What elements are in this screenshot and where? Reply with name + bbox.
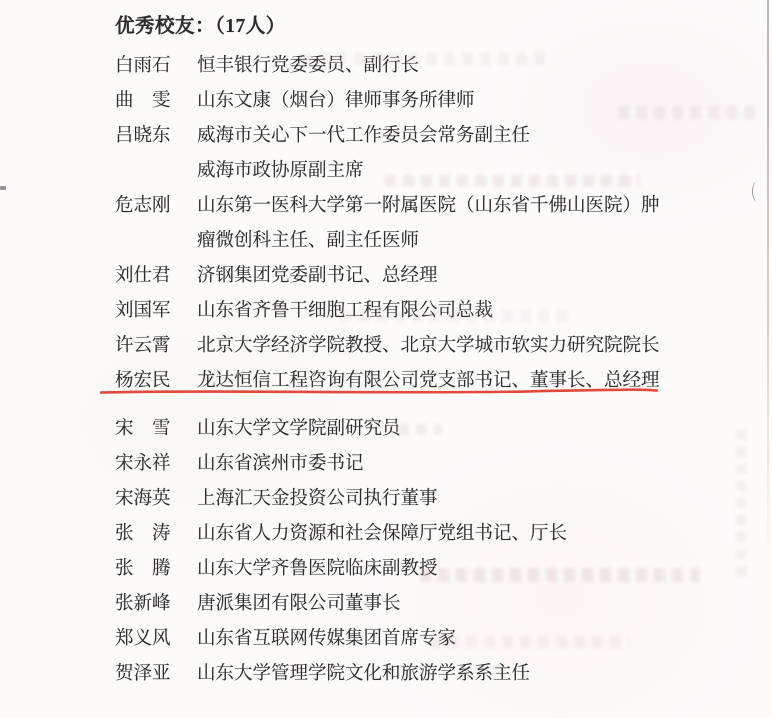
bleedthrough-mark xyxy=(618,106,758,119)
alumni-name: 白雨石 xyxy=(115,56,171,76)
alumni-title: 山东大学齐鲁医院临床副教授 xyxy=(197,559,438,579)
alumni-entry-line xyxy=(115,482,715,517)
alumni-entry xyxy=(115,329,715,364)
alumni-entry-line xyxy=(115,364,715,399)
scan-page-edge xyxy=(767,0,769,560)
alumni-name: 贺泽亚 xyxy=(115,664,171,684)
bleedthrough-mark xyxy=(420,568,700,582)
alumni-name: 郑义风 xyxy=(115,629,171,649)
alumni-name: 吕晓东 xyxy=(115,126,171,146)
alumni-title: 济钢集团党委副书记、总经理 xyxy=(197,266,438,286)
scan-artifact-curve xyxy=(752,181,763,202)
alumni-title: 唐派集团有限公司董事长 xyxy=(197,594,401,614)
alumni-title: 恒丰银行党委委员、副行长 xyxy=(197,56,420,76)
alumni-title: 山东省互联网传媒集团首席专家 xyxy=(197,629,457,649)
alumni-title: 山东大学管理学院文化和旅游学系系主任 xyxy=(197,664,531,684)
scan-artifact-dash xyxy=(0,186,6,190)
alumni-entry xyxy=(115,657,715,692)
alumni-entry-line xyxy=(115,189,715,224)
alumni-name: 刘国军 xyxy=(115,301,171,321)
alumni-name: 张 腾 xyxy=(115,559,171,579)
alumni-entry-line xyxy=(115,119,715,154)
alumni-entry xyxy=(115,587,715,622)
bleedthrough-mark xyxy=(736,430,747,580)
alumni-name: 刘仕君 xyxy=(115,266,171,286)
alumni-name: 张 涛 xyxy=(115,524,171,544)
alumni-entry-line xyxy=(115,329,715,364)
alumni-title: 上海汇天金投资公司执行董事 xyxy=(197,489,438,509)
alumni-title: 龙达恒信工程咨询有限公司党支部书记、董事长、总经理 xyxy=(197,371,660,391)
alumni-entry xyxy=(115,447,715,482)
alumni-title: 山东文康（烟台）律师事务所律师 xyxy=(197,91,475,111)
alumni-title: 威海市关心下一代工作委员会常务副主任 xyxy=(197,126,531,146)
alumni-entry-line xyxy=(115,587,715,622)
bleedthrough-mark xyxy=(300,52,550,65)
alumni-entry xyxy=(115,364,715,399)
alumni-name: 曲 雯 xyxy=(115,91,171,111)
alumni-entry-line xyxy=(115,517,715,552)
alumni-list xyxy=(115,49,715,692)
alumni-title: 北京大学经济学院教授、北京大学城市软实力研究院院长 xyxy=(197,336,660,356)
alumni-name: 杨宏民 xyxy=(115,371,171,391)
bleedthrough-mark xyxy=(398,424,442,435)
alumni-entry-line xyxy=(115,657,715,692)
alumni-entry-line xyxy=(115,447,715,482)
alumni-name: 宋永祥 xyxy=(115,454,171,474)
alumni-name: 张新峰 xyxy=(115,594,171,614)
bleedthrough-mark xyxy=(385,175,640,187)
alumni-title: 山东第一医科大学第一附属医院（山东省千佛山医院）肿 xyxy=(197,196,660,216)
alumni-title: 山东省齐鲁干细胞工程有限公司总裁 xyxy=(197,301,494,321)
alumni-title: 山东省滨州市委书记 xyxy=(197,454,364,474)
alumni-title-continuation: 瘤微创科主任、副主任医师 xyxy=(197,231,420,251)
alumni-entry-line xyxy=(115,259,715,294)
alumni-title: 山东省人力资源和社会保障厅党组书记、厅长 xyxy=(197,524,568,544)
alumni-title-continuation: 威海市政协原副主席 xyxy=(197,161,364,181)
alumni-entry xyxy=(115,259,715,294)
alumni-entry xyxy=(115,517,715,552)
alumni-name: 宋海英 xyxy=(115,489,171,509)
alumni-name: 危志刚 xyxy=(115,196,171,216)
section-title: 优秀校友：（17人） xyxy=(115,16,286,37)
alumni-name: 许云霄 xyxy=(115,336,171,356)
alumni-entry xyxy=(115,189,715,259)
alumni-name: 宋 雪 xyxy=(115,419,171,439)
bleedthrough-mark xyxy=(340,310,570,322)
bleedthrough-mark xyxy=(430,636,630,648)
alumni-entry xyxy=(115,482,715,517)
alumni-title: 山东大学文学院副研究员 xyxy=(197,419,401,439)
